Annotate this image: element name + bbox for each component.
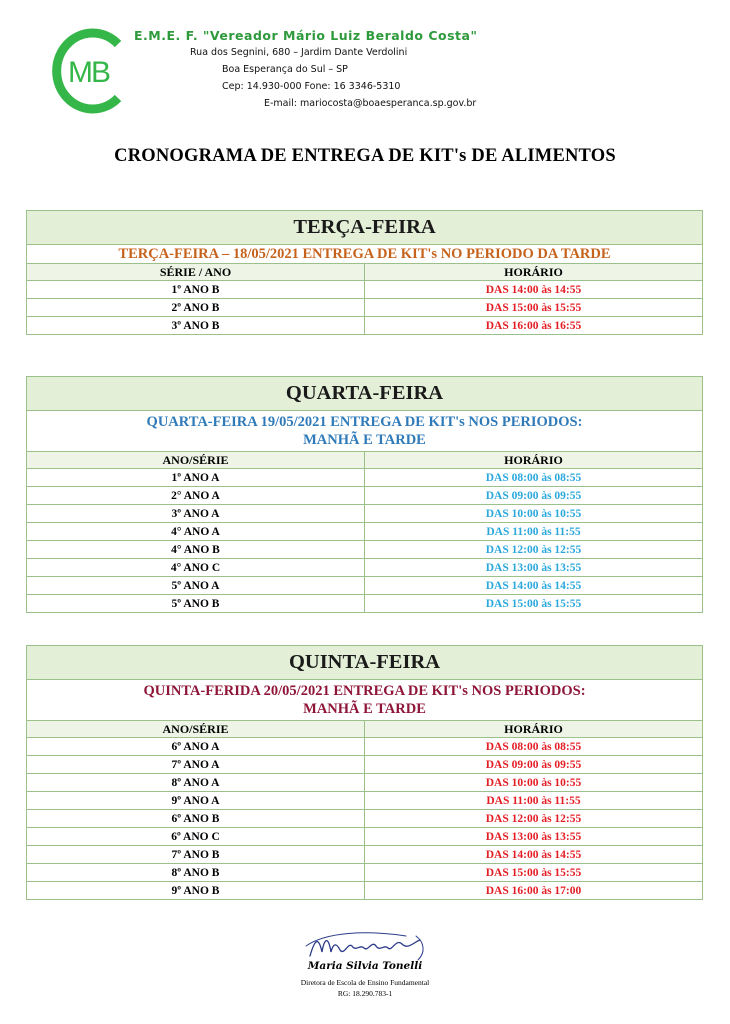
class-cell: 8º ANO A <box>27 774 365 792</box>
time-cell: DAS 14:00 às 14:55 <box>365 846 703 864</box>
class-cell: 6º ANO C <box>27 828 365 846</box>
time-cell: DAS 16:00 às 17:00 <box>365 882 703 900</box>
column-header-class: ANO/SÉRIE <box>27 721 365 738</box>
schedule-table-wednesday <box>26 376 703 613</box>
day-subtitle: QUARTA-FEIRA 19/05/2021 ENTREGA DE KIT's NOS PERIODOS: MANHÃ E TARDE <box>27 411 703 452</box>
table-row <box>27 299 703 317</box>
school-cep-phone: Cep: 14.930-000 Fone: 16 3346-5310 <box>222 81 401 92</box>
class-cell: 1º ANO A <box>27 469 365 487</box>
table-row <box>27 864 703 882</box>
time-cell: DAS 11:00 às 11:55 <box>365 792 703 810</box>
school-email: E-mail: mariocosta@boaesperanca.sp.gov.br <box>264 98 477 109</box>
logo-text: MB <box>68 56 109 89</box>
class-cell: 3º ANO B <box>27 317 365 335</box>
signature-name: Maria Silvia Tonelli <box>307 960 423 972</box>
signature-rg: RG: 18.290.783-1 <box>337 989 393 998</box>
time-cell: DAS 10:00 às 10:55 <box>365 505 703 523</box>
class-cell: 4° ANO A <box>27 523 365 541</box>
table-row <box>27 281 703 299</box>
school-address: Rua dos Segnini, 680 – Jardim Dante Verdolini <box>190 47 408 58</box>
class-cell: 1º ANO B <box>27 281 365 299</box>
time-cell: DAS 12:00 às 12:55 <box>365 810 703 828</box>
day-heading: QUINTA-FEIRA <box>27 646 703 680</box>
class-cell: 6º ANO B <box>27 810 365 828</box>
time-cell: DAS 14:00 às 14:55 <box>365 281 703 299</box>
table-row <box>27 792 703 810</box>
table-row <box>27 774 703 792</box>
time-cell: DAS 10:00 às 10:55 <box>365 774 703 792</box>
column-header-time: HORÁRIO <box>365 264 703 281</box>
class-cell: 2° ANO A <box>27 487 365 505</box>
table-row <box>27 541 703 559</box>
table-row <box>27 846 703 864</box>
schedule-table-tuesday <box>26 210 703 335</box>
time-cell: DAS 08:00 às 08:55 <box>365 738 703 756</box>
time-cell: DAS 13:00 às 13:55 <box>365 828 703 846</box>
class-cell: 6º ANO A <box>27 738 365 756</box>
time-cell: DAS 15:00 às 15:55 <box>365 595 703 613</box>
table-row <box>27 738 703 756</box>
class-cell: 7º ANO B <box>27 846 365 864</box>
school-name: E.M.E. F. "Vereador Mário Luiz Beraldo Costa" <box>134 28 478 43</box>
table-row <box>27 523 703 541</box>
class-cell: 5º ANO B <box>27 595 365 613</box>
table-row <box>27 559 703 577</box>
school-city: Boa Esperança do Sul – SP <box>222 64 348 75</box>
class-cell: 8º ANO B <box>27 864 365 882</box>
table-row <box>27 882 703 900</box>
table-row <box>27 317 703 335</box>
class-cell: 5º ANO A <box>27 577 365 595</box>
column-header-time: HORÁRIO <box>365 721 703 738</box>
table-row <box>27 595 703 613</box>
time-cell: DAS 09:00 às 09:55 <box>365 487 703 505</box>
time-cell: DAS 15:00 às 15:55 <box>365 864 703 882</box>
time-cell: DAS 11:00 às 11:55 <box>365 523 703 541</box>
time-cell: DAS 13:00 às 13:55 <box>365 559 703 577</box>
column-header-class: ANO/SÉRIE <box>27 452 365 469</box>
time-cell: DAS 16:00 às 16:55 <box>365 317 703 335</box>
class-cell: 9º ANO A <box>27 792 365 810</box>
day-heading: QUARTA-FEIRA <box>27 377 703 411</box>
schedule-table-thursday <box>26 645 703 900</box>
table-row <box>27 810 703 828</box>
table-row <box>27 756 703 774</box>
table-row <box>27 828 703 846</box>
school-logo <box>52 24 132 116</box>
day-subtitle: TERÇA-FEIRA – 18/05/2021 ENTREGA DE KIT's NO PERIODO DA TARDE <box>27 245 703 264</box>
class-cell: 2º ANO B <box>27 299 365 317</box>
signature-role: Diretora de Escola de Ensino Fundamental <box>300 978 430 987</box>
column-header-class: SÉRIE / ANO <box>27 264 365 281</box>
time-cell: DAS 12:00 às 12:55 <box>365 541 703 559</box>
time-cell: DAS 14:00 às 14:55 <box>365 577 703 595</box>
day-heading: TERÇA-FEIRA <box>27 211 703 245</box>
time-cell: DAS 08:00 às 08:55 <box>365 469 703 487</box>
class-cell: 9º ANO B <box>27 882 365 900</box>
table-row <box>27 505 703 523</box>
table-row <box>27 487 703 505</box>
class-cell: 4° ANO C <box>27 559 365 577</box>
class-cell: 3º ANO A <box>27 505 365 523</box>
time-cell: DAS 09:00 às 09:55 <box>365 756 703 774</box>
class-cell: 7º ANO A <box>27 756 365 774</box>
school-info <box>134 28 534 112</box>
time-cell: DAS 15:00 às 15:55 <box>365 299 703 317</box>
day-subtitle: QUINTA-FERIDA 20/05/2021 ENTREGA DE KIT's NOS PERIODOS: MANHÃ E TARDE <box>27 680 703 721</box>
class-cell: 4° ANO B <box>27 541 365 559</box>
document-title: CRONOGRAMA DE ENTREGA DE KIT's DE ALIMENTOS <box>114 146 616 166</box>
table-row <box>27 577 703 595</box>
table-row <box>27 469 703 487</box>
column-header-time: HORÁRIO <box>365 452 703 469</box>
